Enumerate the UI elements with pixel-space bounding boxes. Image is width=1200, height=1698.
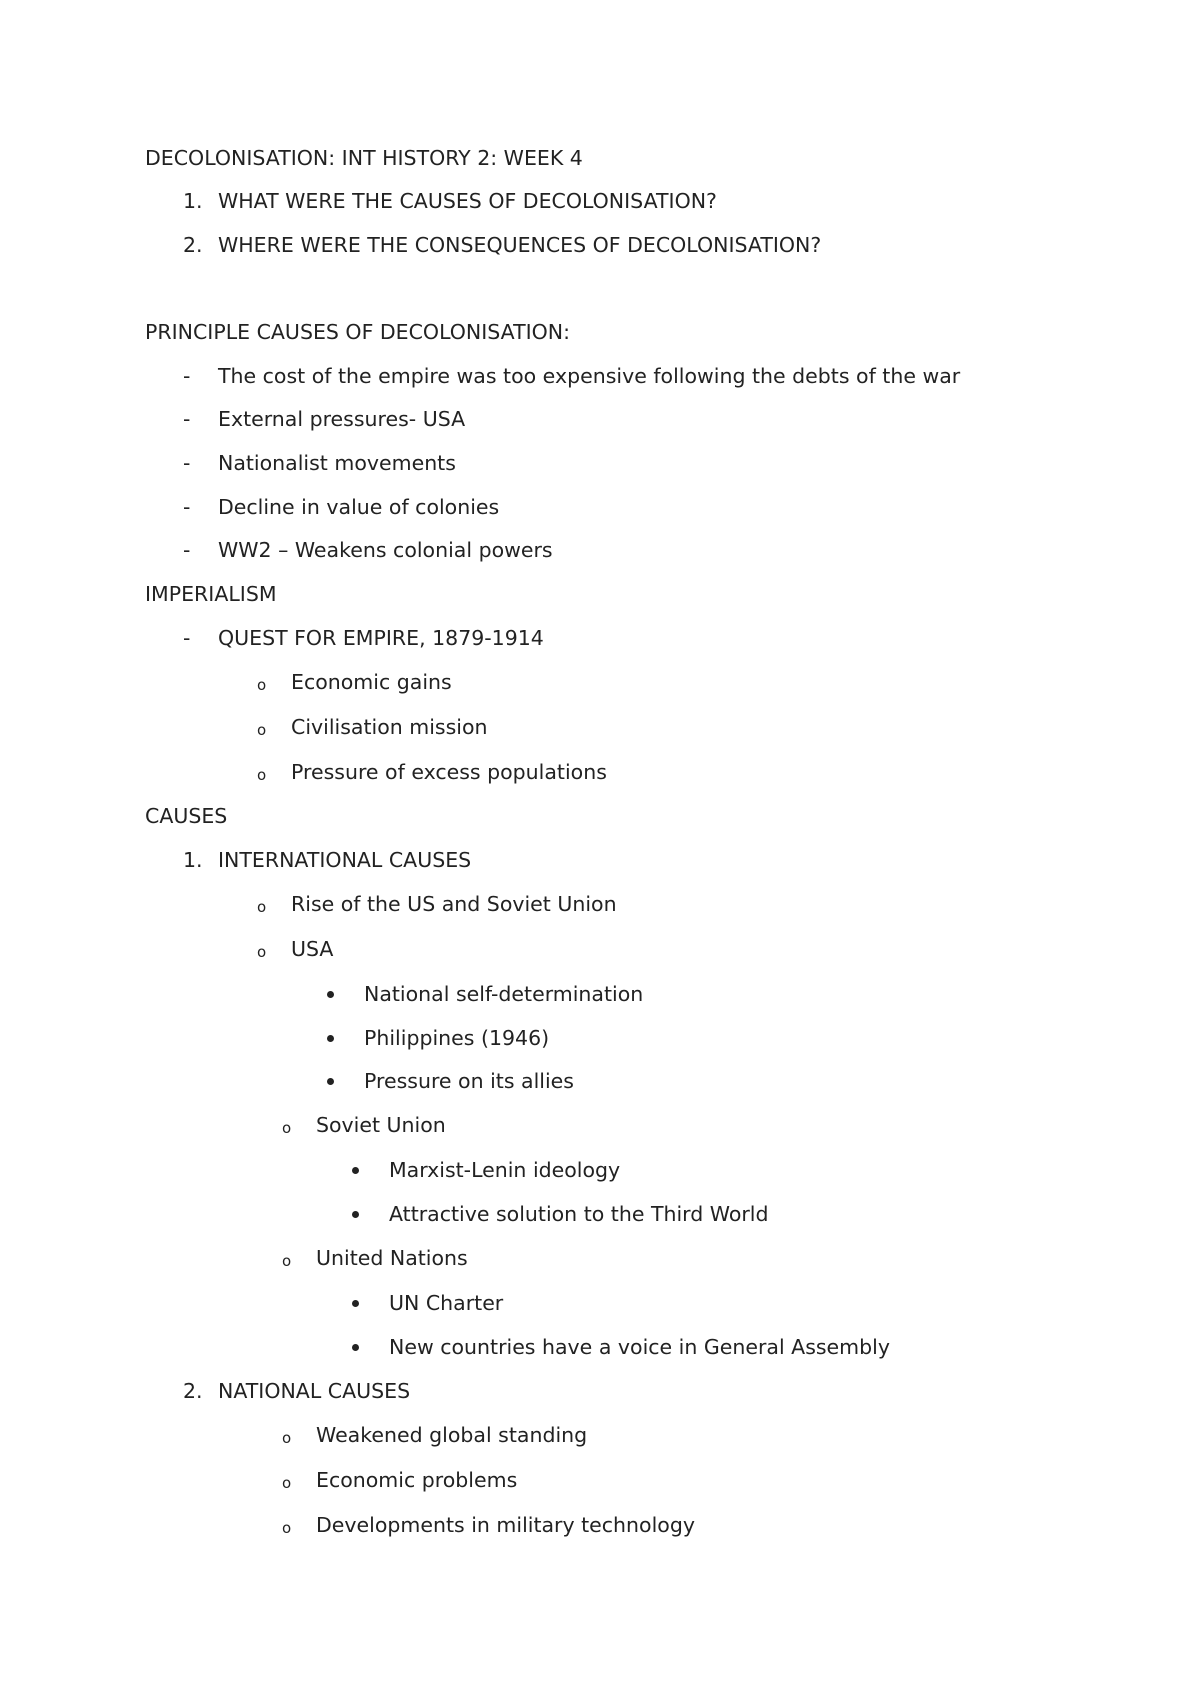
bullet-dot: [352, 1344, 359, 1351]
list-item-text: USA: [291, 937, 334, 961]
bullet-dot: [327, 1035, 334, 1042]
list-number: 2.: [183, 233, 203, 257]
dash-marker: -: [183, 364, 191, 388]
list-item-text: Developments in military technology: [316, 1513, 695, 1537]
list-item-text: NATIONAL CAUSES: [218, 1379, 411, 1403]
list-item-text: External pressures- USA: [218, 407, 466, 431]
list-item-text: Weakened global standing: [316, 1423, 588, 1447]
bullet-dot: [352, 1211, 359, 1218]
dash-marker: -: [183, 626, 191, 650]
bullet-dot: [327, 1078, 334, 1085]
dash-marker: -: [183, 495, 191, 519]
list-item-text: Civilisation mission: [291, 715, 488, 739]
circle-bullet-marker: o: [257, 943, 267, 961]
heading-text: PRINCIPLE CAUSES OF DECOLONISATION:: [145, 320, 571, 344]
circle-bullet-marker: o: [257, 721, 267, 739]
circle-bullet-marker: o: [282, 1119, 292, 1137]
list-item-text: Pressure of excess populations: [291, 760, 607, 784]
dash-marker: -: [183, 407, 191, 431]
list-item-text: The cost of the empire was too expensive following the debts of the war: [218, 364, 961, 388]
question-text: WHERE WERE THE CONSEQUENCES OF DECOLONISATION?: [218, 233, 822, 257]
question-text: WHAT WERE THE CAUSES OF DECOLONISATION?: [218, 189, 717, 213]
list-number: 1.: [183, 848, 203, 872]
bullet-dot: [327, 991, 334, 998]
circle-bullet-marker: o: [282, 1519, 292, 1537]
circle-bullet-marker: o: [257, 766, 267, 784]
list-item-text: Philippines (1946): [364, 1026, 550, 1050]
list-item-text: Attractive solution to the Third World: [389, 1202, 769, 1226]
dash-marker: -: [183, 451, 191, 475]
list-item-text: Nationalist movements: [218, 451, 456, 475]
list-item-text: INTERNATIONAL CAUSES: [218, 848, 472, 872]
list-item-text: Marxist-Lenin ideology: [389, 1158, 621, 1182]
dash-marker: -: [183, 538, 191, 562]
circle-bullet-marker: o: [257, 898, 267, 916]
circle-bullet-marker: o: [282, 1429, 292, 1447]
bullet-dot: [352, 1300, 359, 1307]
circle-bullet-marker: o: [282, 1474, 292, 1492]
list-item-text: Economic problems: [316, 1468, 518, 1492]
list-item-text: Decline in value of colonies: [218, 495, 500, 519]
list-item-text: QUEST FOR EMPIRE, 1879-1914: [218, 626, 544, 650]
list-item-text: UN Charter: [389, 1291, 504, 1315]
list-item-text: Rise of the US and Soviet Union: [291, 892, 617, 916]
list-item-text: WW2 – Weakens colonial powers: [218, 538, 553, 562]
heading-text: CAUSES: [145, 804, 228, 828]
list-number: 2.: [183, 1379, 203, 1403]
list-item-text: Pressure on its allies: [364, 1069, 574, 1093]
title-text: DECOLONISATION: INT HISTORY 2: WEEK 4: [145, 146, 583, 170]
list-item-text: Economic gains: [291, 670, 452, 694]
list-item-text: Soviet Union: [316, 1113, 446, 1137]
list-item-text: United Nations: [316, 1246, 468, 1270]
list-item-text: New countries have a voice in General Assembly: [389, 1335, 890, 1359]
bullet-dot: [352, 1167, 359, 1174]
circle-bullet-marker: o: [282, 1252, 292, 1270]
heading-text: IMPERIALISM: [145, 582, 277, 606]
list-item-text: National self-determination: [364, 982, 644, 1006]
circle-bullet-marker: o: [257, 676, 267, 694]
list-number: 1.: [183, 189, 203, 213]
